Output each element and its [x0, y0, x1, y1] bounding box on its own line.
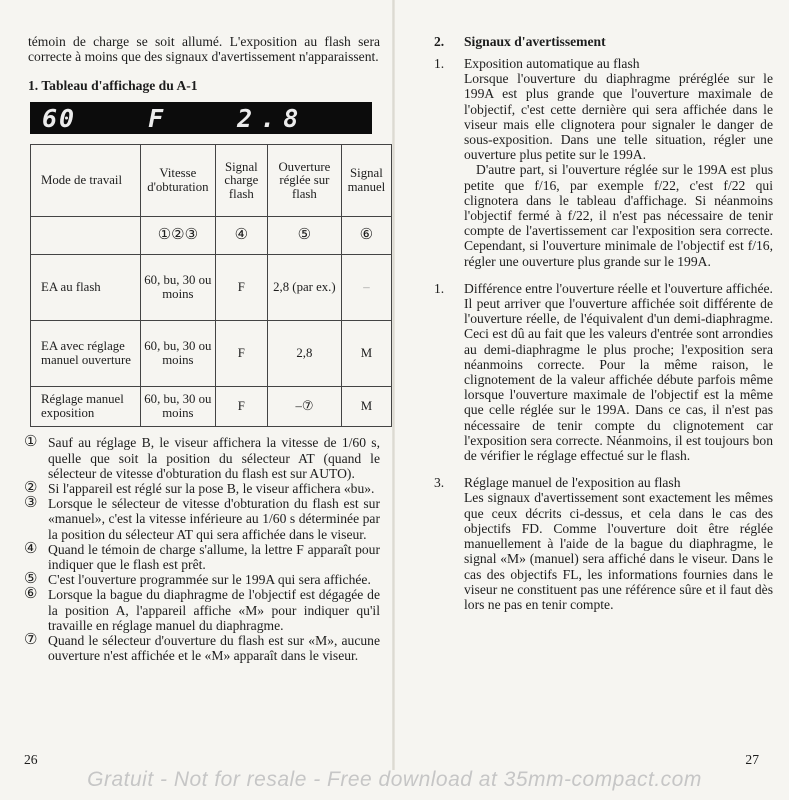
footnote	[24, 496, 380, 542]
footnote	[24, 542, 380, 572]
table-cell: EA au flash	[31, 255, 141, 321]
footnotes-list	[24, 435, 380, 663]
footnote-marker: ⑥	[24, 586, 38, 603]
warning-section	[434, 475, 773, 612]
section-number: 1.	[434, 280, 445, 296]
table-cell: 60, bu, 30 ou moins	[141, 255, 216, 321]
table-cell: 60, bu, 30 ou moins	[141, 321, 216, 387]
table-cell: Réglage manuel exposition	[31, 387, 141, 427]
page-number-right: 27	[745, 752, 759, 767]
table-cell: 2,8 (par ex.)	[267, 255, 341, 321]
table-cell: –	[341, 255, 391, 321]
header-cell: Signal manuel	[341, 145, 391, 217]
ref-cell: ⑤	[267, 217, 341, 255]
warnings-heading-number: 2.	[434, 34, 445, 49]
footnote-text: Lorsque le sélecteur de vitesse d'obturation du flash est sur «manuel», c'est la vitesse inférieure au 1/60 s déterminée par la position du sélecteur AT qui sera affichée dans le viseur.	[48, 496, 380, 542]
left-page	[0, 0, 394, 800]
table-cell: EA avec réglage manuel ouverture	[31, 321, 141, 387]
lcd-display	[30, 102, 372, 134]
footnote-text: Si l'appareil est réglé sur la pose B, le viseur affichera «bu».	[48, 481, 375, 497]
table-cell: M	[341, 387, 391, 427]
lcd-mode: F	[148, 103, 166, 133]
footnote-text: Quand le sélecteur d'ouverture du flash est sur «M», aucune ouverture n'est affichée et le «M» apparaît dans le viseur.	[48, 633, 380, 664]
section-paragraph: D'autre part, si l'ouverture réglée sur le 199A est plus petite que f/16, par exemple f/22, c'est f/22 qui clignotera dans le tableau d'affichage. Si néanmoins l'objectif fermé à f/22, il n'est pas nécessaire de tenir compte de l'avertissement car l'exposition sera correcte. Cependant, si l'ouverture minimale de l'objectif est f/16, régler une ouverture plus grande sur le 199A.	[464, 162, 773, 269]
table-header-row	[31, 145, 392, 217]
footnote-marker: ②	[24, 480, 38, 497]
footnote-marker: ④	[24, 540, 38, 557]
display-table-heading: 1. Tableau d'affichage du A-1	[28, 78, 198, 94]
table-cell: 2,8	[267, 321, 341, 387]
table-cell: F	[215, 387, 267, 427]
footnote	[24, 587, 380, 633]
section-number: 3.	[434, 475, 445, 491]
right-page	[394, 0, 789, 800]
table-cell: 60, bu, 30 ou moins	[141, 387, 216, 427]
table-cell: –⑦	[267, 387, 341, 427]
table-cell: F	[215, 255, 267, 321]
table-row	[31, 321, 392, 387]
footnote	[24, 572, 380, 587]
table-cell: F	[215, 321, 267, 387]
footnote-marker: ①	[24, 434, 38, 451]
ref-cell: ①②③	[141, 217, 216, 255]
section-paragraph: Lorsque l'ouverture du diaphragme préréglée sur le 199A est plus grande que l'ouverture maximale de l'objectif, c'est cette dernière qui sera affichée dans le viseur mais elle clignotera pour signaler le danger de sous-exposition. Dans une telle situation, régler une ouverture plus petite sur le 199A.	[464, 71, 773, 163]
footnote-text: Lorsque la bague du diaphragme de l'objectif est dégagée de la position A, l'appareil affiche «M» pour indiquer qu'il travaille en réglage manuel du diaphragme.	[48, 587, 380, 633]
footnote	[24, 481, 380, 496]
ref-cell: ⑥	[341, 217, 391, 255]
warning-section	[434, 56, 773, 269]
footnote-marker: ③	[24, 495, 38, 512]
page-number-left: 26	[24, 752, 38, 767]
warnings-heading	[434, 34, 773, 50]
warnings-heading-text: Signaux d'avertissement	[464, 34, 606, 49]
footnote	[24, 633, 380, 663]
lcd-speed: 60	[42, 103, 77, 133]
lcd-aperture: 2.8	[237, 103, 307, 133]
watermark: Gratuit - Not for resale - Free download at 35mm-compact.com	[87, 768, 702, 791]
intro-paragraph: témoin de charge se soit allumé. L'exposition au flash sera correcte à moins que des signaux d'avertissement n'apparaissent.	[28, 34, 380, 65]
table-row	[31, 255, 392, 321]
footnote-text: Sauf au réglage B, le viseur affichera la vitesse de 1/60 s, quelle que soit la position du sélecteur AT (quand le sélecteur de vitesse d'obturation du flash est sur AUTO).	[48, 435, 380, 481]
header-cell: Mode de travail	[31, 145, 141, 217]
section-title: Réglage manuel de l'exposition au flash	[464, 475, 681, 491]
ref-cell: ④	[215, 217, 267, 255]
display-table	[30, 144, 392, 427]
header-cell: Vitesse d'obturation	[141, 145, 216, 217]
footnote	[24, 435, 380, 481]
footnote-text: C'est l'ouverture programmée sur le 199A qui sera affichée.	[48, 572, 371, 588]
section-title: Différence entre l'ouverture réelle et l'ouverture affichée.	[464, 280, 773, 296]
section-paragraph: Les signaux d'avertissement sont exactement les mêmes que ceux décrits ci-dessus, et cela dans le cas des objectifs FD. Comme l'ouverture doit être réglée manuellement à l'aide de la bague du diaphragme, le signal «M» (manuel) sera affiché dans le viseur. Dans le cas des objectifs FL, les informations fournies dans le viseur ne constituent pas une référence sûre et il faut dès lors ne pas en tenir compte.	[464, 490, 773, 612]
header-cell: Signal charge flash	[215, 145, 267, 217]
table-ref-row	[31, 217, 392, 255]
footnote-marker: ⑤	[24, 571, 38, 588]
warning-section	[434, 281, 773, 463]
table-row	[31, 387, 392, 427]
section-number: 1.	[434, 56, 445, 71]
section-paragraph: Il peut arriver que l'ouverture affichée soit différente de l'ouverture réelle, de l'équivalent d'un demi-diaphragme. Ceci est dû au fait que les valeurs d'entrée sont arrondies au demi-diaphragme le plus proche; l'exposition sera néanmoins correcte. Pour la même raison, le clignotement de la valeur affichée débute parfois même lorsque l'ouverture maximale de l'objectif est la même que celle réglée sur le 199A. Dans ce cas, il n'est pas nécessaire de tenir compte du clignotement car l'exposition sera correcte. Néanmoins, il est toujours bon de vérifier le réglage effectué sur le flash.	[464, 296, 773, 464]
ref-cell	[31, 217, 141, 255]
section-title: Exposition automatique au flash	[464, 56, 640, 71]
table-cell: M	[341, 321, 391, 387]
header-cell: Ouverture réglée sur flash	[267, 145, 341, 217]
footnote-marker: ⑦	[24, 632, 38, 649]
footnote-text: Quand le témoin de charge s'allume, la lettre F apparaît pour indiquer que le flash est prêt.	[48, 541, 380, 573]
